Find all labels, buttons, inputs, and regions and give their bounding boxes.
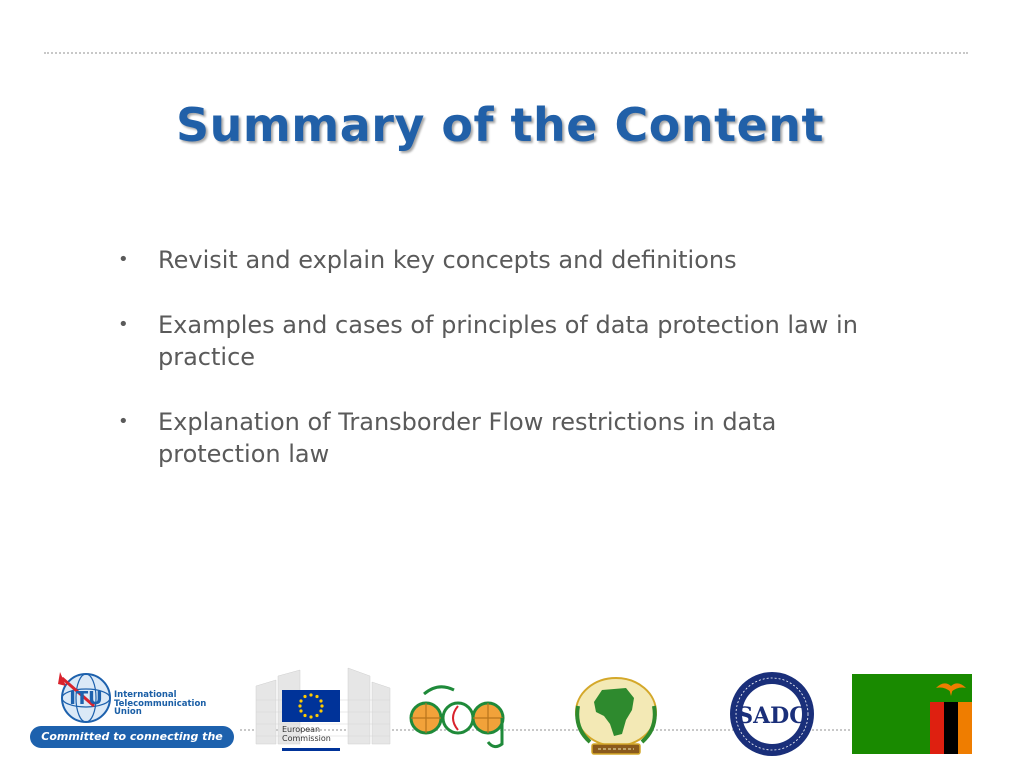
eu-label	[282, 725, 331, 743]
bullet-item	[118, 244, 878, 277]
top-dotted-divider	[44, 52, 968, 54]
slide-title: Summary of the Content	[175, 98, 825, 152]
sadc-logo	[724, 668, 820, 758]
svg-text:SADC: SADC	[737, 703, 807, 729]
zambia-flag	[852, 674, 972, 754]
bullet-text: Examples and cases of principles of data protection law in practice	[158, 310, 858, 371]
svg-text:ITU: ITU	[69, 688, 103, 709]
itu-name	[114, 691, 206, 717]
itu-name-line: Union	[114, 707, 142, 717]
bullet-text: Revisit and explain key concepts and definitions	[158, 246, 737, 274]
bullet-item	[118, 406, 878, 471]
bullet-item	[118, 309, 878, 374]
bullet-text: Explanation of Transborder Flow restrictions in data protection law	[158, 407, 777, 468]
african-union-logo	[556, 676, 676, 758]
eu-label-line: European	[282, 725, 321, 734]
itu-tagline: Committed to connecting the world	[30, 726, 234, 748]
zambia-flag-icon	[852, 674, 972, 754]
bullet-icon: •	[118, 410, 129, 432]
itu-name-line: Telecommunication	[114, 698, 207, 709]
bullet-icon: •	[118, 313, 129, 335]
acp-logo	[404, 680, 514, 752]
african-union-emblem-icon	[556, 676, 676, 758]
bullet-icon: •	[118, 249, 129, 270]
sadc-emblem-icon	[724, 668, 820, 758]
itu-logo	[30, 664, 236, 765]
acp-emblem-icon	[404, 680, 514, 752]
itu-name-line: International	[114, 690, 177, 700]
european-commission-logo	[252, 664, 392, 754]
eu-label-line: Commission	[282, 734, 331, 743]
bullet-list	[118, 244, 878, 503]
